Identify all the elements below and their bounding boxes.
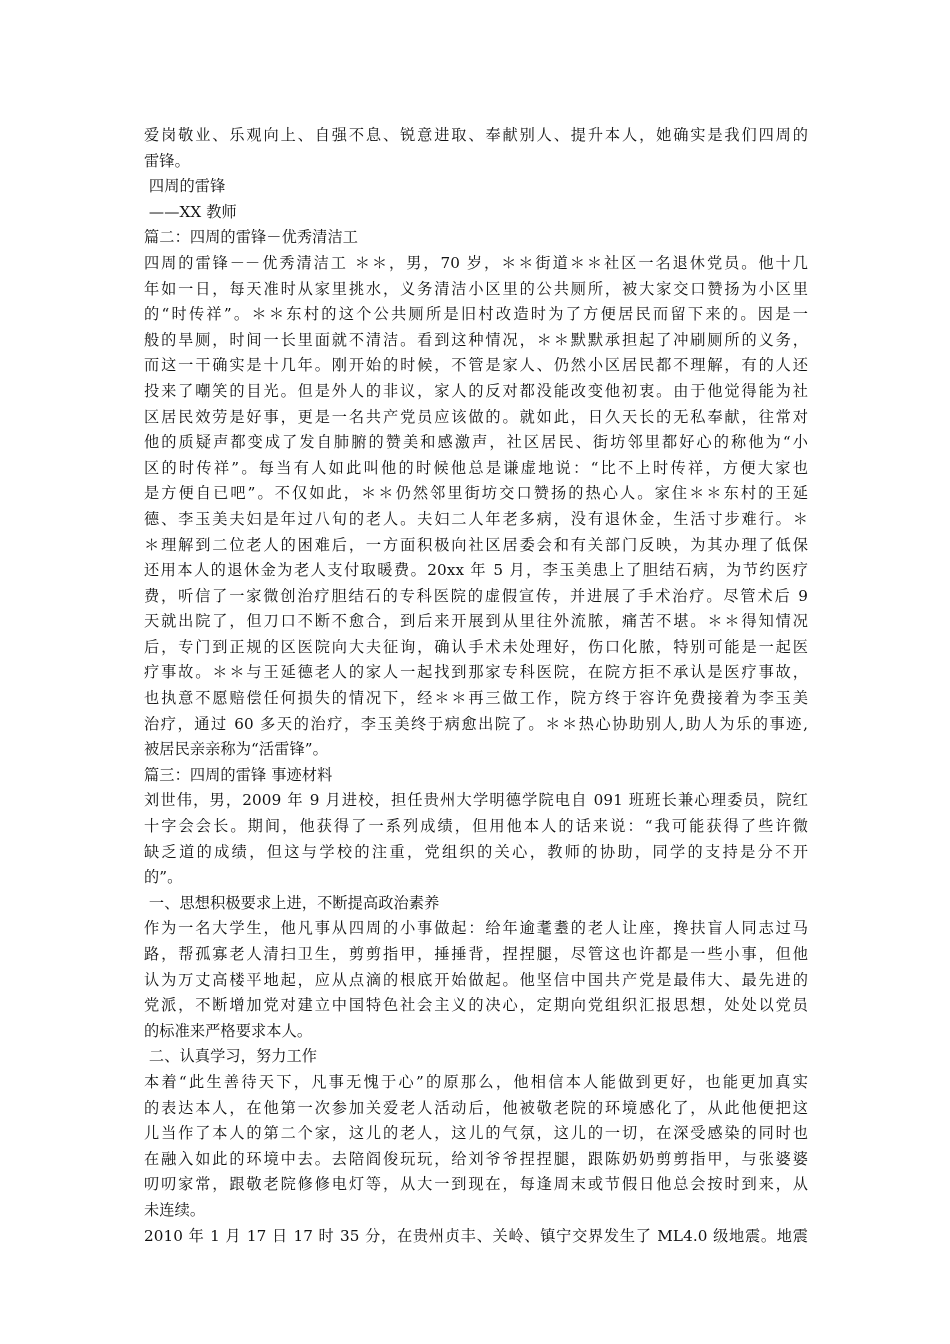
text-line: 是方便自已吧”。不仅如此，＊＊仍然邻里街坊交口赞扬的热心人。家住＊＊东村的王延 xyxy=(144,484,808,503)
author-line: ——XX 教师 xyxy=(144,202,237,221)
text-line: 治疗，通过 60 多天的治疗，李玉美终于病愈出院了。＊＊热心协助别人,助人为乐的事迹, xyxy=(144,714,808,733)
text-line: 年如一日，每天准时从家里挑水，义务清洁小区里的公共厕所，被大家交口赞扬为小区里 xyxy=(144,279,808,298)
text-line: 而这一干确实是十几年。刚开始的时候，不管是家人、仍然小区居民都不理解，有的人还 xyxy=(144,356,808,375)
text-line: 叨叨家常，跟敬老院修修电灯等，从大一到现在，每逢周末或节假日他总会按时到来，从 xyxy=(144,1175,808,1194)
subsection-heading: 一、思想积极要求上进，不断提高政治素养 xyxy=(144,893,440,912)
text-line: 他的质疑声都变成了发自肺腑的赞美和感激声，社区居民、街坊邻里都好心的称他为“小 xyxy=(144,433,808,452)
text-line: 本着“此生善待天下，凡事无愧于心”的原那么，他相信本人能做到更好，也能更加真实 xyxy=(144,1072,808,1091)
text-line: 后，专门到正规的区医院向大夫征询，确认手术未处理好，伤口化脓，特别可能是一起医 xyxy=(144,637,808,656)
text-line: 区的时传祥”。每当有人如此叫他的时候他总是谦虚地说：“比不上时传祥，方便大家也 xyxy=(144,458,808,477)
text-line: 儿当作了本人的第二个家，这儿的老人，这儿的气氛，这儿的一切，在深受感染的同时也 xyxy=(144,1124,808,1143)
text-line: ＊理解到二位老人的困难后，一方面积极向社区居委会和有关部门反映，为其办理了低保 xyxy=(144,535,808,554)
text-line: 爱岗敬业、乐观向上、自强不息、锐意进取、奉献别人、提升本人，她确实是我们四周的 xyxy=(144,126,808,144)
text-line: 党派，不断增加党对建立中国特色社会主义的决心，定期向党组织汇报思想，处处以党员 xyxy=(144,996,808,1015)
text-line: 雷锋。 xyxy=(144,151,190,170)
text-line: 的表达本人，在他第一次参加关爱老人活动后，他被敬老院的环境感化了，从此他便把这 xyxy=(144,1098,808,1117)
text-line: 被居民亲亲称为“活雷锋”。 xyxy=(144,740,328,759)
text-line: 疗事故。＊＊与王延德老人的家人一起找到那家专科医院，在院方拒不承认是医疗事故， xyxy=(144,663,808,682)
section-title: 四周的雷锋 xyxy=(144,177,226,196)
text-line: 也执意不愿赔偿任何损失的情况下，经＊＊再三做工作，院方终于容许免费接着为李玉美 xyxy=(144,689,808,708)
chapter-heading: 篇三：四周的雷锋 事迹材料 xyxy=(144,765,333,784)
text-line: 的标准来严格要求本人。 xyxy=(144,1021,313,1040)
text-line: 般的旱厕，时间一长里面就不清洁。看到这种情况，＊＊默默承担起了冲刷厕所的义务， xyxy=(144,330,808,349)
text-line: 还用本人的退休金为老人支付取暖费。20xx 年 5 月，李玉美患上了胆结石病，为节约医疗 xyxy=(144,561,808,580)
text-line: 路，帮孤寡老人清扫卫生，剪剪指甲，捶捶背，捏捏腿，尽管这也许都是一些小事，但他 xyxy=(144,945,808,963)
text-line: 的”。 xyxy=(144,868,183,887)
text-line: 未连续。 xyxy=(144,1200,206,1219)
document-body xyxy=(144,123,808,1249)
text-line: 刘世伟，男，2009 年 9 月进校，担任贵州大学明德学院电自 091 班班长兼心理委员，院红 xyxy=(144,791,808,810)
subsection-heading: 二、认真学习，努力工作 xyxy=(144,1047,318,1066)
text-line: 缺乏道的成绩，但这与学校的注重，党组织的关心，教师的协助，同学的支持是分不开 xyxy=(144,842,808,861)
text-line: 认为万丈高楼平地起，应从点滴的根底开始做起。他坚信中国共产党是最伟大、最先进的 xyxy=(144,970,808,989)
text-line: 德、李玉美夫妇是年过八旬的老人。夫妇二人年老多病，没有退休金，生活寸步难行。＊ xyxy=(144,509,808,528)
text-line: 作为一名大学生，他凡事从四周的小事做起：给年逾耄耋的老人让座，搀扶盲人同志过马 xyxy=(144,919,808,938)
text-line: 2010 年 1 月 17 日 17 时 35 分，在贵州贞丰、关岭、镇宁交界发生了 ML4.0 级地震。地震 xyxy=(144,1226,808,1245)
text-line: 在融入如此的环境中去。去陪阎俊玩玩，给刘爷爷捏捏腿，跟陈奶奶剪剪指甲，与张婆婆 xyxy=(144,1149,808,1168)
text-line: 十字会会长。期间，他获得了一系列成绩，但用他本人的话来说：“我可能获得了些许微 xyxy=(144,817,808,836)
text-line: 投来了嘲笑的目光。但是外人的非议，家人的反对都没能改变他初衷。由于他觉得能为社 xyxy=(144,381,808,400)
text-line: 费，听信了一家微创治疗胆结石的专科医院的虚假宣传，并进展了手术治疗。尽管术后 9 xyxy=(144,586,808,605)
text-line: 四周的雷锋－－优秀清洁工 ＊＊，男，70 岁，＊＊街道＊＊社区一名退休党员。他十几 xyxy=(144,253,808,272)
text-line: 天就出院了，但刀口不断不愈合，到后来开展到从里往外流脓，痛苦不堪。＊＊得知情况 xyxy=(144,612,808,631)
text-line: 区居民效劳是好事，更是一名共产党员应该做的。就如此，日久天长的无私奉献，往常对 xyxy=(144,407,808,426)
text-line: 的“时传祥”。＊＊东村的这个公共厕所是旧村改造时为了方便居民而留下来的。因是一 xyxy=(144,305,808,324)
chapter-heading: 篇二：四周的雷锋－优秀清洁工 xyxy=(144,228,359,247)
